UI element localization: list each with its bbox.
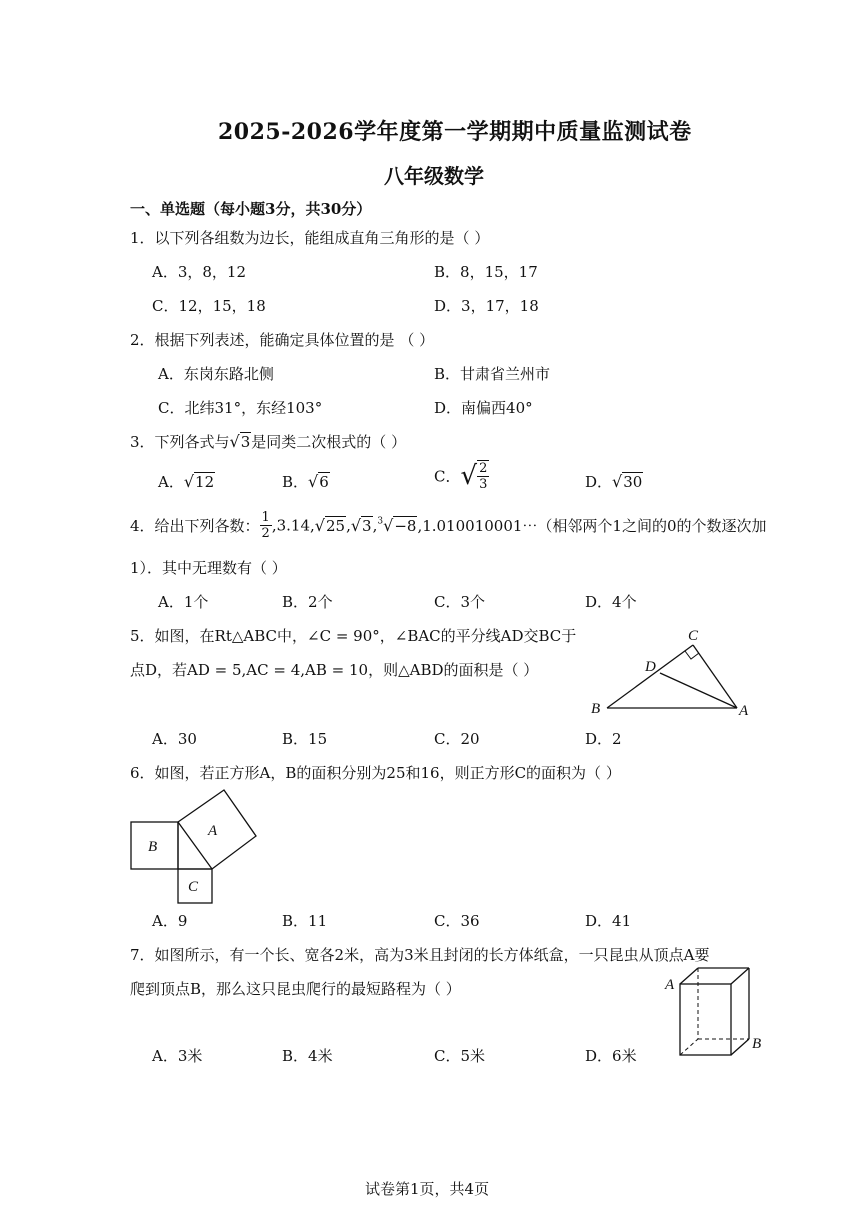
fraction-numerator: 1 bbox=[261, 510, 270, 525]
question-3-option-b[interactable] bbox=[282, 471, 330, 492]
option-label: B． bbox=[282, 473, 309, 491]
question-5-triangle-figure bbox=[585, 625, 755, 720]
question-5-option-b[interactable]: B．15 bbox=[282, 730, 328, 748]
question-2-option-a[interactable]: A．东岗东路北侧 bbox=[158, 365, 274, 383]
question-3-fraction bbox=[477, 460, 489, 492]
question-4-option-c[interactable]: C．3个 bbox=[434, 593, 486, 611]
question-5-line-1: 5．如图，在Rt△ABC中，∠C = 90°，∠BAC的平分线AD交BC于 bbox=[130, 627, 577, 645]
question-6-option-c[interactable]: C．36 bbox=[434, 912, 480, 930]
question-7-line-2: 爬到顶点B，那么这只昆虫爬行的最短路程为（ ） bbox=[130, 980, 461, 998]
question-7-option-b[interactable]: B．4米 bbox=[282, 1047, 333, 1065]
question-4-middle: ,3.14, bbox=[271, 516, 315, 535]
question-2-option-c[interactable]: C．北纬31°，东经103° bbox=[158, 399, 323, 417]
fraction-numerator: 2 bbox=[479, 461, 488, 476]
question-5-line-2: 点D，若AD = 5,AC = 4,AB = 10，则△ABD的面积是（ ） bbox=[130, 661, 539, 679]
question-3-option-c[interactable] bbox=[434, 460, 489, 492]
box-hidden-diagonal bbox=[680, 1039, 698, 1055]
question-4-radicand-25: 25 bbox=[325, 516, 346, 535]
option-label: A． bbox=[158, 473, 184, 491]
question-4-line-2: 1）．其中无理数有（ ） bbox=[130, 559, 287, 577]
question-2-option-d[interactable]: D．南偏西40° bbox=[434, 399, 533, 417]
box-top-right-edge bbox=[731, 968, 749, 984]
question-3-option-a[interactable] bbox=[158, 471, 215, 492]
radical-sign-icon: √ bbox=[383, 516, 394, 535]
question-4-text bbox=[130, 510, 767, 541]
question-4-radicand-3: 3 bbox=[362, 516, 372, 535]
question-7-box-figure bbox=[660, 962, 770, 1062]
radical-sign-icon: √ bbox=[183, 472, 195, 491]
question-3-text-b: 是同类二次根式的（ ） bbox=[251, 433, 407, 451]
radical-sign-icon: √ bbox=[314, 516, 325, 535]
question-4-option-a[interactable]: A．1个 bbox=[158, 593, 209, 611]
radical-sign-icon: √ bbox=[612, 472, 623, 491]
radical-sign-icon: √ bbox=[229, 432, 240, 451]
question-4-fraction bbox=[260, 510, 272, 541]
cube-root-index: 3 bbox=[377, 516, 384, 527]
question-5-option-d[interactable]: D．2 bbox=[585, 730, 622, 748]
page-footer: 试卷第1页，共4页 bbox=[365, 1180, 490, 1198]
question-4-option-b[interactable]: B．2个 bbox=[282, 593, 333, 611]
question-6-text: 6．如图，若正方形A，B的面积分别为25和16，则正方形C的面积为（ ） bbox=[130, 764, 621, 782]
question-7-option-d[interactable]: D．6米 bbox=[585, 1047, 637, 1065]
question-7-line-1: 7．如图所示，有一个长、宽各2米，高为3米且封闭的长方体纸盒，一只昆虫从顶点A要 bbox=[130, 946, 710, 964]
question-4-prefix: 4．给出下列各数： bbox=[130, 517, 260, 535]
question-6-option-d[interactable]: D．41 bbox=[585, 912, 632, 930]
box-bottom-right-edge bbox=[731, 1039, 749, 1055]
question-7-option-a[interactable]: A．3米 bbox=[152, 1047, 203, 1065]
option-label: D． bbox=[585, 473, 613, 491]
option-radicand: 6 bbox=[319, 473, 329, 491]
comma: , bbox=[372, 516, 378, 535]
question-1-option-a[interactable]: A．3，8，12 bbox=[152, 263, 247, 281]
box-top-left-edge bbox=[680, 968, 698, 984]
question-5-option-a[interactable]: A．30 bbox=[152, 730, 197, 748]
fraction-denominator: 3 bbox=[479, 477, 488, 492]
vertex-label-b: B bbox=[591, 701, 601, 717]
question-6-option-b[interactable]: B．11 bbox=[282, 912, 328, 930]
question-4-option-d[interactable]: D．4个 bbox=[585, 593, 637, 611]
question-2-text: 2．根据下列表述，能确定具体位置的是 （ ） bbox=[130, 331, 435, 349]
vertex-label-c: C bbox=[688, 628, 699, 644]
square-label-c: C bbox=[188, 879, 199, 895]
radical-sign-icon: √ bbox=[308, 472, 319, 491]
page-title: 2025-2026学年度第一学期期中质量监测试卷 bbox=[218, 119, 692, 145]
question-2-option-b[interactable]: B．甘肃省兰州市 bbox=[434, 365, 551, 383]
comma: , bbox=[346, 516, 351, 535]
square-label-b: B bbox=[148, 839, 158, 855]
question-1-option-b[interactable]: B．8，15，17 bbox=[434, 263, 538, 281]
question-1-option-d[interactable]: D．3，17，18 bbox=[434, 297, 539, 315]
vertex-label-b: B bbox=[752, 1036, 762, 1052]
fraction-denominator: 2 bbox=[261, 526, 270, 541]
question-6-squares-figure bbox=[128, 785, 263, 905]
question-4-tail: ,1.010010001⋯（相邻两个1之间的0的个数逐次加 bbox=[417, 517, 767, 535]
question-3-radicand: 3 bbox=[240, 433, 251, 451]
question-1-option-c[interactable]: C．12，15，18 bbox=[152, 297, 266, 315]
question-4-radicand-neg8: −8 bbox=[394, 516, 417, 535]
square-label-a: A bbox=[208, 823, 218, 839]
option-radicand: 12 bbox=[195, 473, 215, 491]
question-6-option-a[interactable]: A．9 bbox=[152, 912, 188, 930]
section-heading: 一、单选题（每小题3分，共30分） bbox=[130, 200, 372, 218]
option-label: C． bbox=[434, 467, 461, 486]
segment-bc bbox=[607, 645, 693, 708]
radical-sign-icon: √ bbox=[350, 516, 362, 535]
radical-sign-icon: √ bbox=[460, 461, 478, 491]
question-3-text-a: 3．下列各式与 bbox=[130, 433, 230, 451]
page-subtitle: 八年级数学 bbox=[384, 164, 484, 188]
question-1-text: 1．以下列各组数为边长，能组成直角三角形的是（ ） bbox=[130, 229, 490, 247]
box-front-face bbox=[680, 984, 731, 1055]
question-5-option-c[interactable]: C．20 bbox=[434, 730, 480, 748]
vertex-label-d: D bbox=[645, 659, 656, 675]
option-radicand: 30 bbox=[623, 473, 643, 491]
question-3-text bbox=[130, 431, 406, 452]
right-angle-mark bbox=[685, 651, 699, 659]
vertex-label-a: A bbox=[665, 977, 675, 993]
question-3-option-d[interactable] bbox=[585, 471, 643, 492]
vertex-label-a: A bbox=[739, 703, 749, 719]
question-7-option-c[interactable]: C．5米 bbox=[434, 1047, 486, 1065]
